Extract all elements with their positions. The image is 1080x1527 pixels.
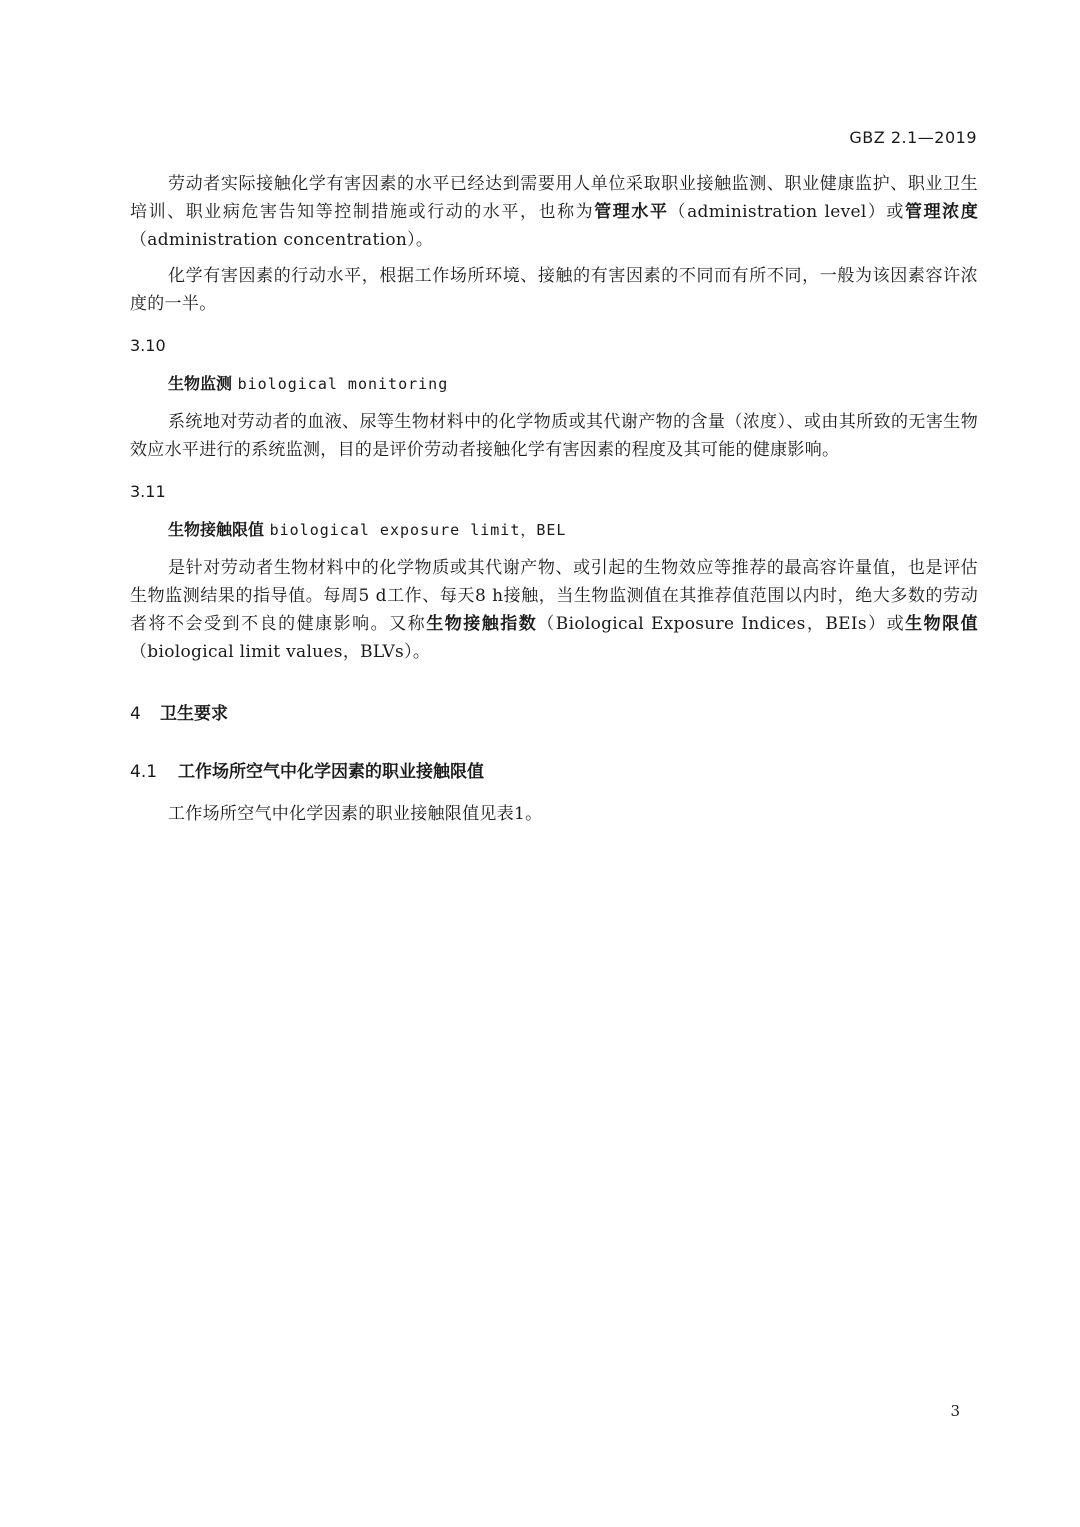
definition-biological-monitoring: 系统地对劳动者的血液、尿等生物材料中的化学物质或其代谢产物的含量（浓度）、或由其所致的无害生物效应水平进行的系统监测，目的是评价劳动者接触化学有害因素的程度及其可能的健康影响。 [130, 412, 978, 460]
paragraph-administration-level [130, 170, 978, 254]
bold-term: 生物接触指数 [426, 614, 538, 634]
term-en: biological monitoring [237, 375, 449, 393]
section-number: 4.1 [130, 762, 158, 782]
section-title: 工作场所空气中化学因素的职业接触限值 [178, 762, 484, 782]
term-en: biological exposure limit，BEL [269, 521, 567, 539]
term-biological-monitoring [130, 370, 978, 398]
paragraph-action-level: 化学有害因素的行动水平，根据工作场所环境、接触的有害因素的不同而有所不同，一般为该因素容许浓度的一半。 [130, 266, 978, 314]
standard-number: GBZ 2.1—2019 [849, 128, 977, 147]
bold-term: 生物限值 [905, 614, 978, 634]
section-heading-4 [130, 700, 978, 728]
clause-number-3-10: 3.10 [130, 336, 166, 355]
bold-term: 管理浓度 [905, 202, 979, 222]
text-segment: （biological limit values，BLVs）。 [130, 642, 431, 662]
page-number: 3 [950, 1402, 960, 1420]
text-segment: （administration level）或 [668, 202, 905, 222]
term-cn: 生物监测 [168, 374, 233, 393]
section-title: 卫生要求 [160, 704, 228, 724]
term-cn: 生物接触限值 [168, 520, 265, 539]
text-segment: 是针对劳动者生物材料中的化学物质或其代谢产物、或引起的生物效应等推荐的最高容许量值，也是评估生物监测结果的指导值。每周5 d工作、每天8 h接触，当生物监测值在其推荐值范围以内时，绝大多数的劳动者将不会受到不良的健康影响。又称 [130, 558, 978, 634]
term-biological-exposure-limit [130, 516, 978, 544]
bold-term: 管理水平 [594, 202, 669, 222]
text-segment: （administration concentration）。 [130, 230, 434, 250]
text-segment: （Biological Exposure Indices，BEIs）或 [537, 614, 906, 634]
definition-biological-exposure-limit [130, 554, 978, 666]
clause-number-3-11: 3.11 [130, 482, 166, 501]
section-heading-4-1 [130, 758, 978, 786]
section-number: 4 [130, 704, 141, 724]
page-body [130, 170, 978, 828]
text-segment: 劳动者实际接触化学有害因素的水平已经达到需要用人单位采取职业接触监测、职业健康监护、职业卫生培训、职业病危害告知等控制措施或行动的水平，也称为 [130, 174, 978, 222]
paragraph-see-table-1: 工作场所空气中化学因素的职业接触限值见表1。 [168, 804, 543, 824]
